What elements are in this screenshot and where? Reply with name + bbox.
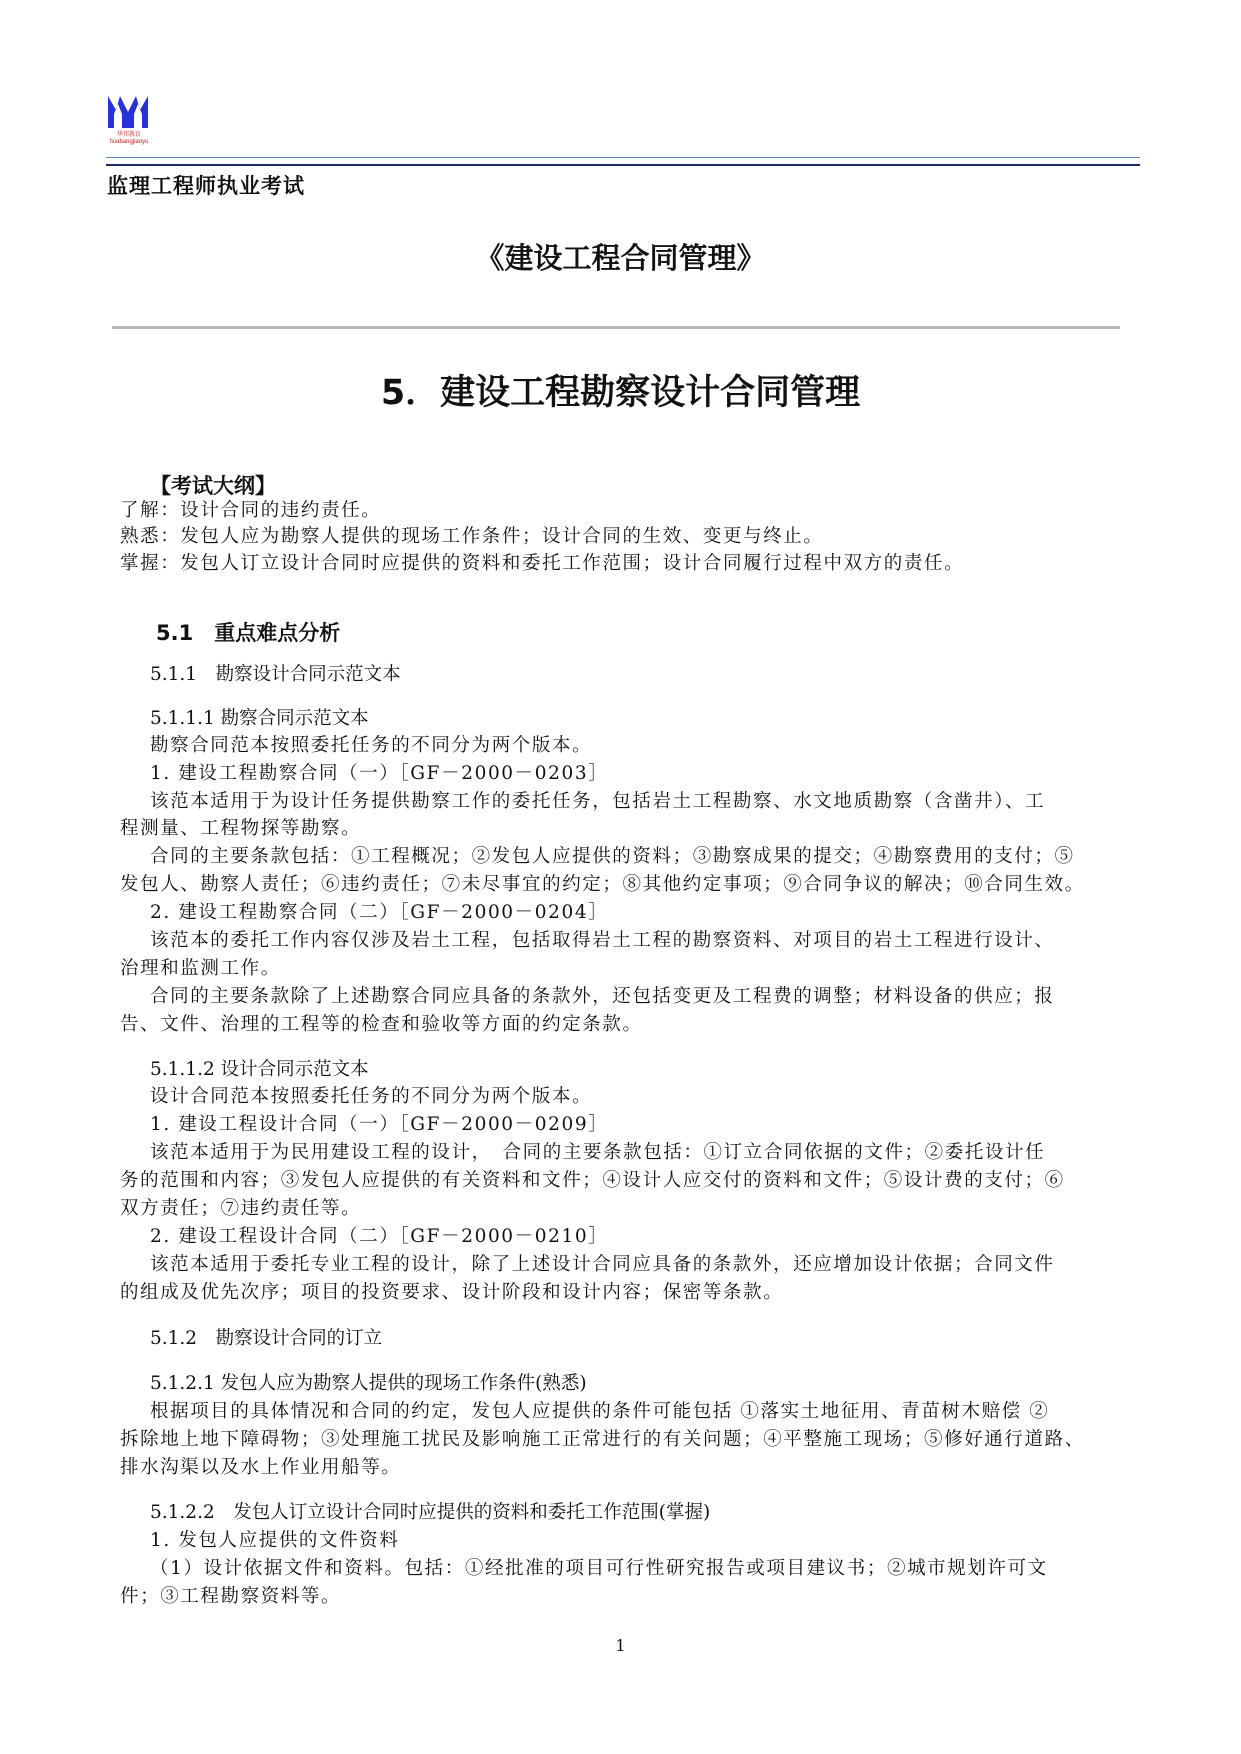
paragraph-line: 的组成及优先次序；项目的投资要求、设计阶段和设计内容；保密等条款。 [120,1282,784,1303]
paragraph-line: 1. 建设工程设计合同（一）［GF－2000－0209］ [150,1114,609,1135]
exam-title: 监理工程师执业考试 [107,174,305,198]
page-number: 1 [615,1636,626,1655]
paragraph-line: 该范本适用于为民用建设工程的设计， 合同的主要条款包括：①订立合同依据的文件；②委托设计任 [150,1142,1046,1163]
paragraph-line: 双方责任；⑦违约责任等。 [120,1198,362,1219]
paragraph-line: 该范本适用于为设计任务提供勘察工作的委托任务，包括岩土工程勘察、水文地质勘察（含凿井）、工 [150,791,1046,812]
subsubsection-heading: 5.1.1.1 勘察合同示范文本 [150,708,369,729]
logo-caption: 华邦教育 huabangjiaoyu [109,132,149,145]
outline-understand: 了解：设计合同的违约责任。 [120,500,382,521]
paragraph-line: 1. 发包人应提供的文件资料 [150,1530,400,1551]
paragraph-line: 2. 建设工程设计合同（二）［GF－2000－0210］ [150,1226,609,1247]
outline-familiar: 熟悉：发包人应为勘察人提供的现场工作条件；设计合同的生效、变更与终止。 [120,526,824,547]
paragraph-line: 件；③工程勘察资料等。 [120,1586,342,1607]
paragraph-line: 设计合同范本按照委托任务的不同分为两个版本。 [150,1086,593,1107]
header-rule-thick [106,164,1140,166]
title-divider [112,326,1120,329]
book-title: 《建设工程合同管理》 [475,241,766,275]
paragraph-line: 根据项目的具体情况和合同的约定，发包人应提供的条件可能包括 ①落实土地征用、青苗树木赔偿 ② [150,1401,1050,1422]
outline-heading: 【考试大纲】 [150,474,276,498]
paragraph-line: 排水沟渠以及水上作业用船等。 [120,1457,402,1478]
paragraph-line: 该范本适用于委托专业工程的设计，除了上述设计合同应具备的条款外，还应增加设计依据；合同文件 [150,1254,1055,1275]
paragraph-line: 1. 建设工程勘察合同（一）［GF－2000－0203］ [150,763,609,784]
paragraph-line: 合同的主要条款除了上述勘察合同应具备的条款外，还包括变更及工程费的调整；材料设备的供应；报 [150,986,1055,1007]
header-rule-thin [106,157,1140,158]
paragraph-line: 拆除地上地下障碍物；③处理施工扰民及影响施工正常进行的有关问题；④平整施工现场；⑤修好通行道路、 [120,1429,1085,1450]
paragraph-line: 合同的主要条款包括：①工程概况；②发包人应提供的资料；③勘察成果的提交；④勘察费用的支付；⑤ [150,846,1075,867]
subsection-heading: 5.1.1 勘察设计合同示范文本 [150,664,401,685]
paragraph-line: 程测量、工程物探等勘察。 [120,818,362,839]
section-heading: 5.1 重点难点分析 [156,621,341,645]
subsubsection-heading: 5.1.1.2 设计合同示范文本 [150,1059,369,1080]
subsubsection-heading: 5.1.2.1 发包人应为勘察人提供的现场工作条件(熟悉) [150,1373,587,1394]
subsubsection-heading: 5.1.2.2 发包人订立设计合同时应提供的资料和委托工作范围(掌握) [150,1502,711,1523]
paragraph-line: 该范本的委托工作内容仅涉及岩土工程，包括取得岩土工程的勘察资料、对项目的岩土工程进行设计、 [150,930,1055,951]
paragraph-line: 务的范围和内容；③发包人应提供的有关资料和文件；④设计人应交付的资料和文件；⑤设计费的支付；⑥ [120,1170,1065,1191]
paragraph-line: 告、文件、治理的工程等的检查和验收等方面的约定条款。 [120,1014,643,1035]
paragraph-line: 治理和监测工作。 [120,958,281,979]
company-logo [106,90,150,130]
outline-master: 掌握：发包人订立设计合同时应提供的资料和委托工作范围；设计合同履行过程中双方的责任。 [120,553,965,574]
subsection-heading: 5.1.2 勘察设计合同的订立 [150,1328,383,1349]
paragraph-line: 2. 建设工程勘察合同（二）［GF－2000－0204］ [150,902,609,923]
paragraph-line: 勘察合同范本按照委托任务的不同分为两个版本。 [150,735,593,756]
paragraph-line: 发包人、勘察人责任；⑥违约责任；⑦未尽事宜的约定；⑧其他约定事项；⑨合同争议的解决；⑩合同生效。 [120,874,1085,895]
chapter-title: 5．建设工程勘察设计合同管理 [380,373,861,413]
paragraph-line: （1）设计依据文件和资料。包括：①经批准的项目可行性研究报告或项目建议书；②城市规划许可文 [150,1558,1048,1579]
